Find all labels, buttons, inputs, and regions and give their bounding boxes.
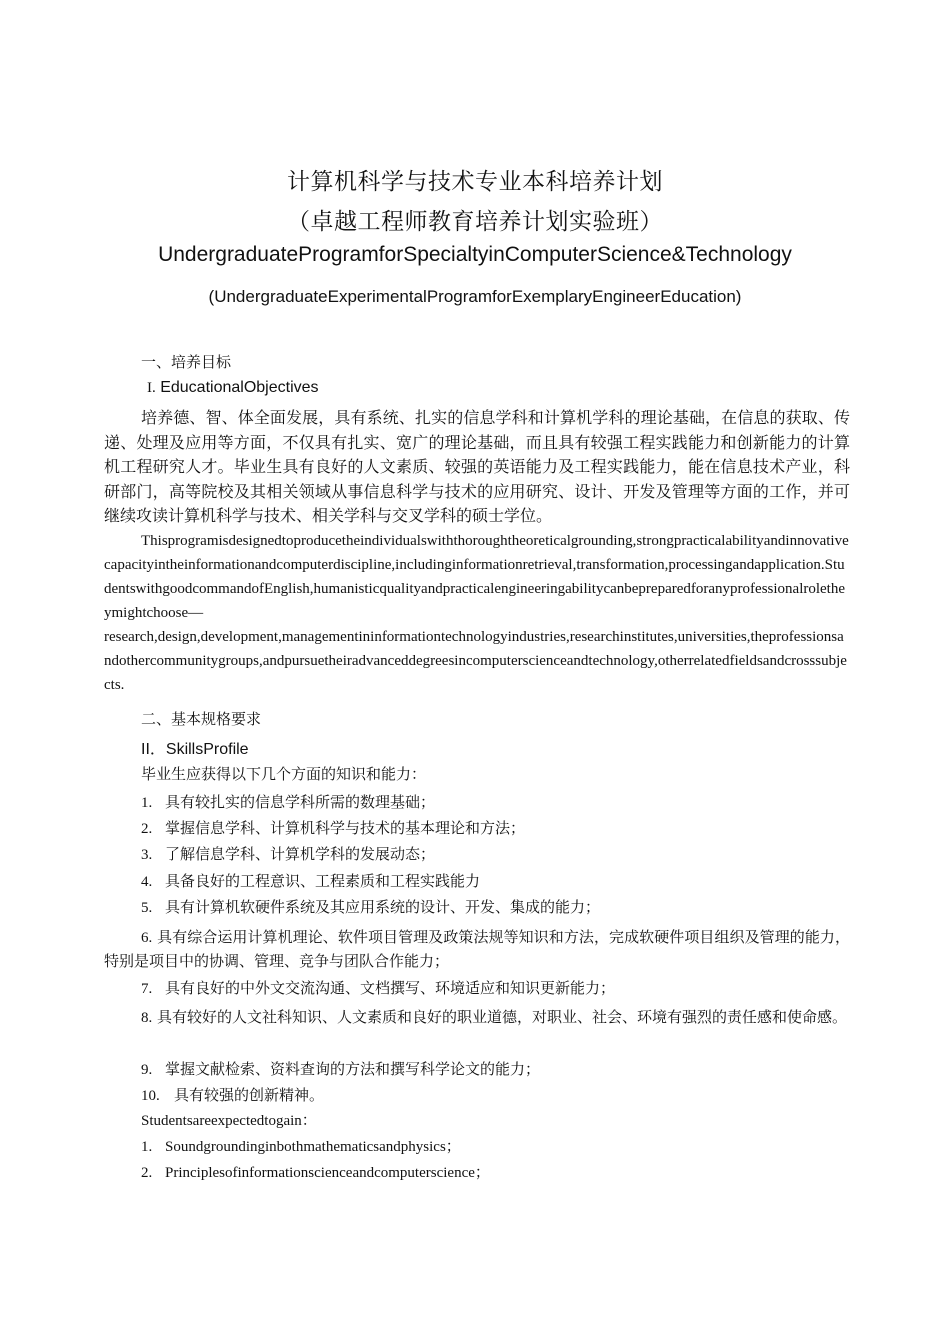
list-item-number: 3. <box>141 847 153 863</box>
list-item-text: 具有良好的中外文交流沟通、文档撰写、环境适应和知识更新能力； <box>165 979 616 997</box>
page-title-en: UndergraduateProgramforSpecialtyinComputerScience&Technology <box>158 243 792 266</box>
list-item-text: 具有综合运用计算机理论、软件项目管理及政策法规等知识和方法，完成软硬件项目组织及管理的能力，特别是项目中的协调、管理、竞争与团队合作能力； <box>104 928 850 970</box>
list-item <box>141 1059 540 1080</box>
list-item-number: 8. <box>141 1010 153 1026</box>
list-item <box>141 844 435 865</box>
list-item <box>141 818 525 839</box>
list-item <box>104 926 850 973</box>
list-item <box>141 1085 324 1106</box>
section1-heading-en <box>147 379 319 397</box>
list-item-number: 6. <box>141 930 153 946</box>
section1-heading-cn: 一、培养目标 <box>141 353 232 371</box>
skills-intro-cn: 毕业生应获得以下几个方面的知识和能力： <box>141 765 427 783</box>
page-subtitle-en: (UndergraduateExperimentalProgramforExemplaryEngineerEducation) <box>208 287 742 306</box>
list-item <box>141 1137 461 1157</box>
section2-heading-cn: 二、基本规格要求 <box>141 710 262 728</box>
list-item-number: 10. <box>141 1088 160 1104</box>
list-item-text: 了解信息学科、计算机学科的发展动态； <box>165 845 436 863</box>
list-item-number: 1. <box>141 1139 153 1155</box>
list-item <box>141 978 615 999</box>
section1-heading-en-text: EducationalObjectives <box>160 379 319 396</box>
list-item <box>104 1006 850 1030</box>
objectives-paragraph-en-cont: research,design,development,managementininformationtechnologyindustries,researchinstitutes,universities,theprofessionsandothercommunitygroups,andpursuetheiradvanceddegreesincomputerscienceandtechnology,otherrelatedfieldsandcrosssubjects. <box>104 629 847 693</box>
list-item-number: 2. <box>141 1165 153 1181</box>
section1-number: I. <box>147 380 156 396</box>
list-item-text: 具有较强的创新精神。 <box>174 1086 325 1104</box>
skills-intro-en: Studentsareexpectedtogain： <box>141 1113 317 1129</box>
list-item-text: 掌握信息学科、计算机科学与技术的基本理论和方法； <box>165 819 526 837</box>
page-title-cn: 计算机科学与技术专业本科培养计划 <box>287 169 663 195</box>
list-item-number: 1. <box>141 795 153 811</box>
list-item-text: 具备良好的工程意识、工程素质和工程实践能力 <box>165 872 481 890</box>
list-item <box>141 1163 490 1183</box>
list-item-text: 具有较好的人文社科知识、人文素质和良好的职业道德，对职业、社会、环境有强烈的责任感和使命感。 <box>157 1008 848 1026</box>
section2-heading-en: II．SkillsProfile <box>141 741 249 758</box>
objectives-paragraph-cn: 培养德、智、体全面发展，具有系统、扎实的信息学科和计算机学科的理论基础，在信息的获取、传递、处理及应用等方面，不仅具有扎实、宽广的理论基础，而且具有较强工程实践能力和创新能力的计算机工程研究人才。毕业生具有良好的人文素质、较强的英语能力及工程实践能力，能在信息技术产业，科研部门，高等院校及其相关领域从事信息科学与技术的应用研究、设计、开发及管理等方面的工作，并可继续攻读计算机科学与技术、相关学科与交叉学科的硕士学位。 <box>104 408 850 525</box>
list-item-number: 4. <box>141 874 153 890</box>
list-item <box>141 897 600 918</box>
list-item <box>141 792 435 813</box>
list-item-text: 具有较扎实的信息学科所需的数理基础； <box>165 793 436 811</box>
list-item-text: 具有计算机软硬件系统及其应用系统的设计、开发、集成的能力； <box>165 898 601 916</box>
list-item <box>141 871 480 892</box>
list-item-text: Soundgroundinginbothmathematicsandphysics； <box>165 1139 461 1155</box>
list-item-number: 7. <box>141 981 153 997</box>
list-item-number: 5. <box>141 900 153 916</box>
page-subtitle-cn: （卓越工程师教育培养计划实验班） <box>287 209 663 235</box>
list-item-text: 掌握文献检索、资料查询的方法和撰写科学论文的能力； <box>165 1060 541 1078</box>
objectives-paragraph-en: Thisprogramisdesignedtoproducetheindividualswiththoroughtheoreticalgrounding,strongpracticalabilityandinnovativecapacityintheinformationandcomputerdiscipline,includinginformationretrieval,transformation,processingandapplication.StudentswithgoodcommandofEnglish,humanisticqualityandpracticalengineeringabilitycanbepreparedforanyprofessionalroletheymightchoose— <box>104 533 849 621</box>
list-item-number: 9. <box>141 1062 153 1078</box>
list-item-number: 2. <box>141 821 153 837</box>
list-item-text: Principlesofinformationscienceandcomputerscience； <box>165 1165 490 1181</box>
